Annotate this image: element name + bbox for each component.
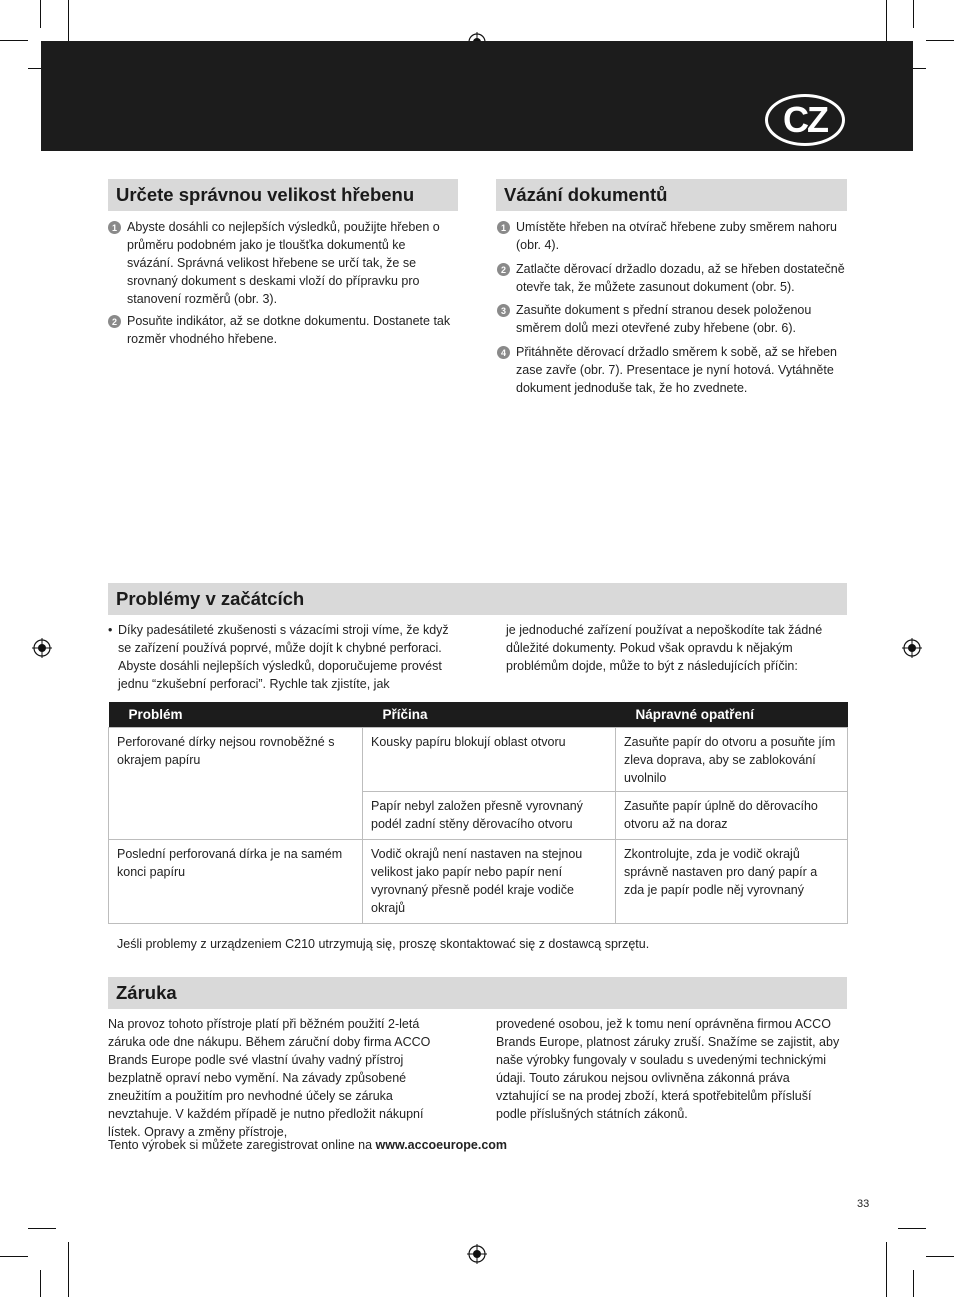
crop-mark [0, 40, 28, 41]
step-number-badge: 1 [108, 221, 121, 234]
crop-mark [40, 1270, 41, 1297]
binding-step [497, 343, 837, 397]
page-number: 33 [857, 1198, 870, 1210]
step-number-badge: 4 [497, 346, 510, 359]
cause-cell: Kousky papíru blokují oblast otvoru [363, 728, 616, 792]
column-header-problem: Problém [109, 702, 363, 728]
registration-mark-icon [902, 638, 922, 658]
table-row [109, 840, 848, 924]
problems-intro-right: je jednoduché zařízení používat a nepoškodíte tak žádné důležité dokumenty. Pokud však opravdu k nějakým problémům dojde, může to být z následujících příčin: [506, 623, 823, 673]
registration-mark-icon [467, 1244, 487, 1264]
crop-mark [926, 1256, 954, 1257]
register-link[interactable]: www.accoeurope.com [375, 1138, 508, 1152]
step-number-badge: 2 [108, 315, 121, 328]
step-text: Zatlačte děrovací držadlo dozadu, až se hřeben dostatečně otevře tak, že můžete zasunout dokument (obr. 5). [516, 262, 845, 294]
crop-mark [886, 1242, 887, 1297]
crop-mark [926, 40, 954, 41]
binding-step [497, 301, 847, 337]
problems-note: Jeśli problemy z urządzeniem C210 utrzymują się, proszę skontaktować się z dostawcą sprzętu. [117, 937, 650, 951]
header-banner [41, 41, 913, 151]
step-number-badge: 3 [497, 304, 510, 317]
section-title-warranty: Záruka [108, 977, 847, 1009]
binding-step [497, 218, 847, 254]
problem-cell: Perforované dírky nejsou rovnoběžné s okrajem papíru [109, 728, 363, 840]
register-text: Tento výrobek si můžete zaregistrovat online na [108, 1138, 376, 1152]
problems-intro-left [108, 621, 453, 693]
section-title-sizing: Určete správnou velikost hřebenu [108, 179, 458, 211]
section-title-binding: Vázání dokumentů [496, 179, 847, 211]
crop-mark [913, 0, 914, 28]
crop-mark [913, 1270, 914, 1297]
section-title-problems: Problémy v začátcích [108, 583, 847, 615]
crop-mark [28, 1228, 56, 1229]
step-text: Posuňte indikátor, až se dotkne dokumentu. Dostanete tak rozměr vhodného hřebene. [127, 314, 451, 346]
binding-step [497, 260, 847, 296]
sizing-step [108, 312, 454, 348]
fix-cell: Zkontrolujte, zda je vodič okrajů správně nastaven pro daný papír a zda je papír podle něj vyrovnaný [616, 840, 848, 924]
troubleshooting-table [108, 702, 848, 924]
step-text: Přitáhněte děrovací držadlo směrem k sobě, až se hřeben zase zavře (obr. 7). Presentace je nyní hotová. Vytáhněte dokument jednoduše tak, že ho zvednete. [516, 345, 838, 395]
intro-text: Díky padesátileté zkušenosti s vázacími stroji víme, že když se zařízení používá poprvé, může dojít k chybné perforaci. Abyste dosáhli nejlepších výsledků, doporučujeme provést jednu “zkušební perforaci”. Rychle tak zjistíte, jak [118, 623, 449, 691]
step-number-badge: 2 [497, 263, 510, 276]
cause-cell: Papír nebyl založen přesně vyrovnaný podél zadní stěny děrovacího otvoru [363, 792, 616, 840]
table-row [109, 728, 848, 792]
table-header-row [109, 702, 848, 728]
register-line [108, 1136, 708, 1154]
warranty-text-left: Na provoz tohoto přístroje platí při běžném použití 2-letá záruka ode dne nákupu. Během záruční doby firma ACCO Brands Europe podle své vlastní úvahy vadný přístroj bezplatně opraví nebo vymění. Na závady způsobené zneužitím a použitím pro nevhodné účely se záruka nevztahuje. V každém případě je nutno předložit nákupní lístek. Opravy a změny přístroje, [108, 1017, 431, 1139]
fix-cell: Zasuňte papír do otvoru a posuňte jím zleva doprava, aby se zablokování uvolnilo [616, 728, 848, 792]
step-text: Abyste dosáhli co nejlepších výsledků, použijte hřeben o průměru podobném jako je tloušťka dokumentů ke svázání. Správná velikost hřebene se určí tak, že se srovnaný dokument s deskami vloží do přípravku pro stanovení rozměrů (obr. 3). [127, 220, 440, 306]
warranty-text-right: provedené osobou, jež k tomu není oprávněna firmou ACCO Brands Europe, platnost záruky zruší. Snažíme se zajistit, aby naše výrobky fungovaly v souladu s uvedenými technickými údaji. Touto zárukou nejsou ovlivněna zákonná práva vztahující se na prodej zboží, která spotřebitelům přísluší podle příslušných státních zákonů. [496, 1017, 840, 1121]
crop-mark [40, 0, 41, 28]
problem-cell: Poslední perforovaná dírka je na samém konci papíru [109, 840, 363, 924]
crop-mark [0, 1256, 28, 1257]
crop-mark [898, 1228, 926, 1229]
step-text: Zasuňte dokument s přední stranou desek položenou směrem dolů mezi otevřené zuby hřebene (obr. 6). [516, 303, 812, 335]
step-text: Umístěte hřeben na otvírač hřebene zuby směrem nahoru (obr. 4). [516, 220, 838, 252]
sizing-step [108, 218, 454, 308]
column-header-fix: Nápravné opatření [616, 702, 848, 728]
fix-cell: Zasuňte papír úplně do děrovacího otvoru až na doraz [616, 792, 848, 840]
column-header-cause: Příčina [363, 702, 616, 728]
bullet: • [108, 623, 113, 637]
registration-mark-icon [32, 638, 52, 658]
step-number-badge: 1 [497, 221, 510, 234]
crop-mark [68, 1242, 69, 1297]
language-badge: CZ [765, 94, 845, 146]
cause-cell: Vodič okrajů není nastaven na stejnou velikost jako papír nebo papír není vyrovnaný přesně podél kraje vodiče okrajů [363, 840, 616, 924]
